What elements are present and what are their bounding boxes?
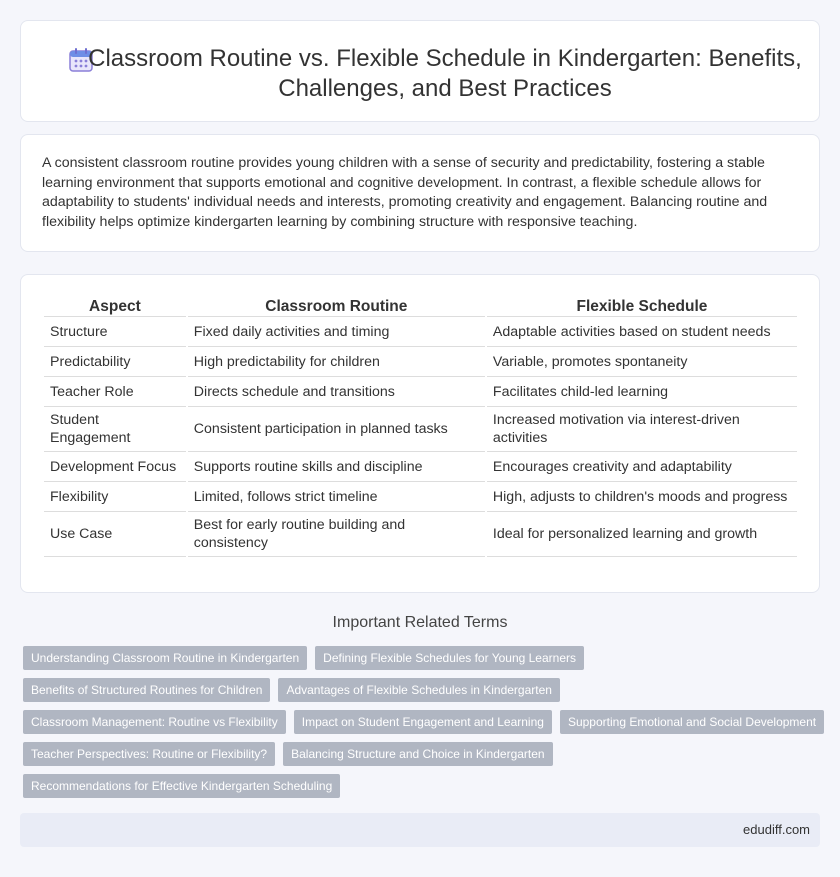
related-term-link[interactable]: Understanding Classroom Routine in Kindergarten [23,646,307,670]
table-cell: Predictability [44,347,186,377]
table-row [44,377,797,407]
table-cell: Ideal for personalized learning and growth [487,512,797,557]
table-cell: Adaptable activities based on student needs [487,317,797,347]
related-term-link[interactable]: Teacher Perspectives: Routine or Flexibility? [23,742,275,766]
header-aspect: Aspect [44,295,186,317]
related-terms-list [23,646,823,806]
table-cell: Variable, promotes spontaneity [487,347,797,377]
page-title: Classroom Routine vs. Flexible Schedule in Kindergarten: Benefits, Challenges, and Best Practices [88,45,802,102]
table-cell: High predictability for children [188,347,485,377]
table-cell: Flexibility [44,482,186,512]
table-cell: Best for early routine building and consistency [188,512,485,557]
related-term-link[interactable]: Classroom Management: Routine vs Flexibility [23,710,286,734]
table-cell: Increased motivation via interest-driven activities [487,407,797,452]
site-link[interactable]: edudiff.com [743,822,810,837]
table-cell: Supports routine skills and discipline [188,452,485,482]
table-cell: Limited, follows strict timeline [188,482,485,512]
comparison-card [20,274,820,593]
header-classroom-routine: Classroom Routine [188,295,485,317]
table-cell: Structure [44,317,186,347]
related-term-link[interactable]: Impact on Student Engagement and Learning [294,710,552,734]
intro-card [20,134,820,252]
related-term-link[interactable]: Recommendations for Effective Kindergarten Scheduling [23,774,340,798]
table-row [44,482,797,512]
intro-paragraph: A consistent classroom routine provides young children with a sense of security and predictability, fostering a stable learning environment that supports emotional and cognitive development. In contrast, a flexible schedule allows for adaptability to students' individual needs and interests, promoting creativity and engagement. Balancing routine and flexibility helps optimize kindergarten learning by combining structure with responsive teaching. [42,155,768,230]
related-term-link[interactable]: Advantages of Flexible Schedules in Kindergarten [278,678,560,702]
table-row [44,347,797,377]
table-cell: Facilitates child-led learning [487,377,797,407]
table-cell: Fixed daily activities and timing [188,317,485,347]
table-cell: Development Focus [44,452,186,482]
header-flexible-schedule: Flexible Schedule [487,295,797,317]
related-term-link[interactable]: Balancing Structure and Choice in Kindergarten [283,742,553,766]
footer [20,813,820,847]
table-cell: Teacher Role [44,377,186,407]
related-terms-heading: Important Related Terms [332,614,508,631]
table-cell: High, adjusts to children's moods and progress [487,482,797,512]
table-cell: Encourages creativity and adaptability [487,452,797,482]
table-row [44,407,797,452]
table-row [44,512,797,557]
table-cell: Use Case [44,512,186,557]
table-header-row [44,295,797,317]
comparison-table [42,295,799,557]
related-term-link[interactable]: Benefits of Structured Routines for Children [23,678,270,702]
table-row [44,317,797,347]
table-cell: Consistent participation in planned tasks [188,407,485,452]
table-row [44,452,797,482]
title-card [20,20,820,122]
related-term-link[interactable]: Defining Flexible Schedules for Young Learners [315,646,584,670]
related-term-link[interactable]: Supporting Emotional and Social Development [560,710,824,734]
table-cell: Student Engagement [44,407,186,452]
table-cell: Directs schedule and transitions [188,377,485,407]
